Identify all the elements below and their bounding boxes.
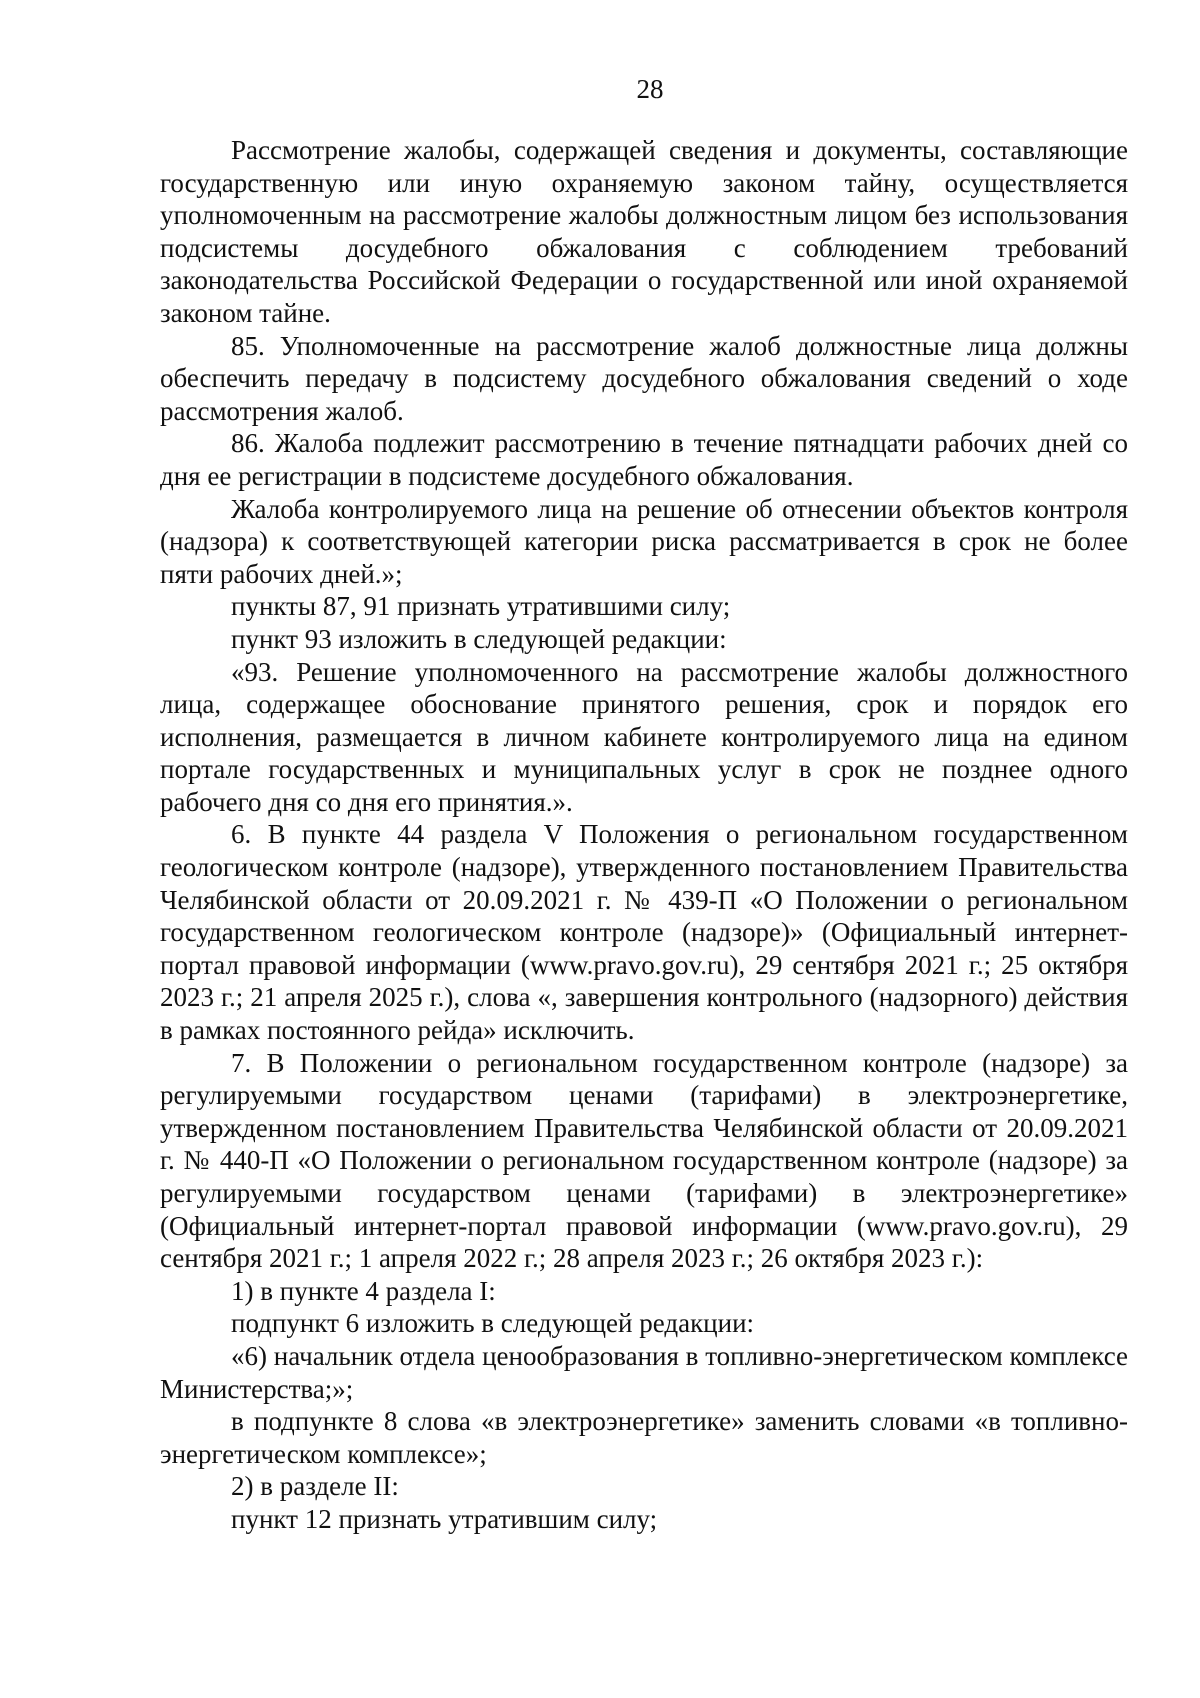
paragraph-85: 85. Уполномоченные на рассмотрение жалоб должностные лица должны обеспечить передачу в подсистему досудебного обжалования сведений о ходе рассмотрения жалоб. [160, 330, 1128, 426]
paragraph-subitem-6: «6) начальник отдела ценообразования в топливно-энергетическом комплексе Министерства;»; [160, 1340, 1128, 1404]
paragraph-item-93-intro: пункт 93 изложить в следующей редакции: [231, 623, 727, 654]
paragraph-confidential-complaint: Рассмотрение жалобы, содержащей сведения и документы, составляющие государственную или иную охраняемую законом тайну, осуществляется уполномоченным на рассмотрение жалобы должностным лицом без использования подсистемы досудебного обжалования с соблюдением требований законодательства Российской Федерации о государственной или иной охраняемой законом тайне. [160, 135, 1128, 328]
paragraph-subitem-6-intro: подпункт 6 изложить в следующей редакции: [231, 1308, 755, 1339]
paragraph-items-87-91: пункты 87, 91 признать утратившими силу; [231, 591, 731, 622]
paragraph-item-12: пункт 12 признать утратившим силу; [231, 1503, 658, 1534]
paragraph-sub-2: 2) в разделе II: [231, 1471, 399, 1502]
paragraph-sub-1: 1) в пункте 4 раздела I: [231, 1275, 496, 1306]
paragraph-section-6: 6. В пункте 44 раздела V Положения о региональном государственном геологическом контроле (надзоре), утвержденного постановлением Правительства Челябинской области от 20.09.2021 г. № 439-П «О Положении о региональном государственном геологическом контроле (надзоре)» (Официальный интернет-портал правовой информации (www.pravo.gov.ru), 29 сентября 2021 г.; 25 октября 2023 г.; 21 апреля 2025 г.), слова «, завершения контрольного (надзорного) действия в рамках постоянного рейда» исключить. [160, 819, 1128, 1046]
document-page [160, 70, 1128, 1536]
page-number: 28 [636, 74, 664, 104]
paragraph-86: 86. Жалоба подлежит рассмотрению в течение пятнадцати рабочих дней со дня ее регистрации в подсистеме досудебного обжалования. [160, 428, 1128, 491]
paragraph-subitem-8: в подпункте 8 слова «в электроэнергетике» заменить словами «в топливно-энергетическом комплексе»; [160, 1406, 1128, 1469]
paragraph-risk-category-complaint: Жалоба контролируемого лица на решение об отнесении объектов контроля (надзора) к соответствующей категории риска рассматривается в срок не более пяти рабочих дней.»; [160, 493, 1128, 589]
paragraph-section-7: 7. В Положении о региональном государственном контроле (надзоре) за регулируемыми государством ценами (тарифами) в электроэнергетике, утвержденном постановлением Правительства Челябинской области от 20.09.2021 г. № 440-П «О Положении о региональном государственном контроле (надзоре) за регулируемыми государством ценами (тарифами) в электроэнергетике» (Официальный интернет-портал правовой информации (www.pravo.gov.ru), 29 сентября 2021 г.; 1 апреля 2022 г.; 28 апреля 2023 г.; 26 октября 2023 г.): [160, 1047, 1128, 1274]
paragraph-93: «93. Решение уполномоченного на рассмотрение жалобы должностного лица, содержащее обоснование принятого решения, срок и порядок его исполнения, размещается в личном кабинете контролируемого лица на едином портале государственных и муниципальных услуг в срок не позднее одного рабочего дня со дня его принятия.». [160, 656, 1128, 817]
